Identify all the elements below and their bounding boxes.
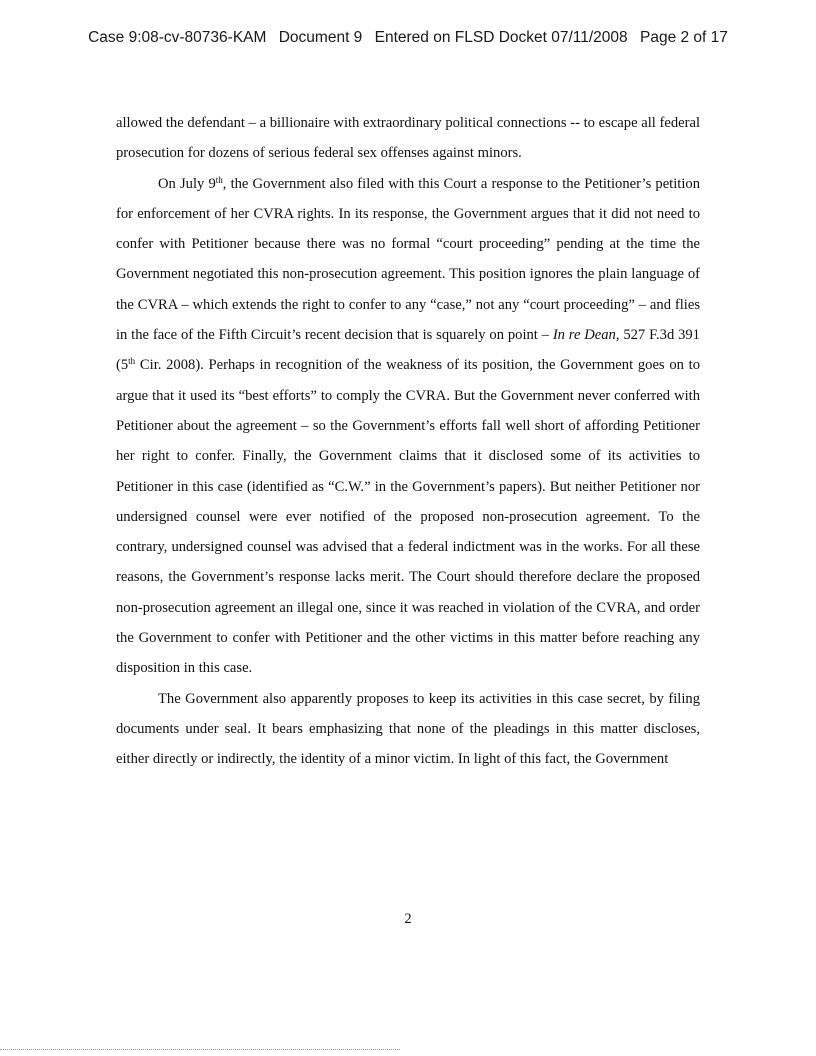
page-count: Page 2 of 17: [639, 29, 728, 46]
paragraph-2-text-c: , 527 F.3d 391 (5: [116, 327, 700, 374]
docket-header: [0, 29, 816, 47]
case-number: Case 9:08-cv-80736-KAM: [88, 29, 267, 46]
paragraph-3: The Government also apparently proposes to keep its activities in this case secret, by filing documents under seal. It bears emphasizing that none of the pleadings in this matter discloses, either directly or indirectly, the identity of a minor victim. In light of this fact, the Government: [116, 690, 700, 768]
circuit-superscript: th: [128, 356, 136, 367]
paragraph-2: [116, 169, 700, 684]
paragraph-1: allowed the defendant – a billionaire with extraordinary political connections -- to escape all federal prosecution for dozens of serious federal sex offenses against minors.: [116, 115, 700, 162]
scan-edge-line: [0, 1049, 400, 1050]
case-citation-name: In re Dean: [552, 327, 616, 344]
document-number: Document 9: [278, 29, 363, 46]
document-body: [116, 108, 700, 775]
paragraph-2-text-a: On July 9: [158, 175, 216, 192]
docket-entry-date: Entered on FLSD Docket 07/11/2008: [374, 29, 628, 46]
ordinal-superscript: th: [215, 174, 223, 185]
paragraph-2-text-b: , the Government also filed with this Court a response to the Petitioner’s petition for enforcement of her CVRA rights. In its response, the Government argues that it did not need to confer with Petitioner because there was no formal “court proceeding” pending at the time the Government negotiated this non-prosecution agreement. This position ignores the plain language of the CVRA – which extends the right to confer to any “case,” not any “court proceeding” – and flies in the face of the Fifth Circuit’s recent decision that is squarely on point –: [116, 175, 700, 344]
paragraph-2-text-d: Cir. 2008). Perhaps in recognition of the weakness of its position, the Government goes on to argue that it used its “best efforts” to comply the CVRA. But the Government never conferred with Petitioner about the agreement – so the Government’s efforts fall well short of affording Petitioner her right to confer. Finally, the Government claims that it disclosed some of its activities to Petitioner in this case (identified as “C.W.” in the Government’s papers). But neither Petitioner nor undersigned counsel were ever notified of the proposed non-prosecution agreement. To the contrary, undersigned counsel was advised that a federal indictment was in the works. For all these reasons, the Government’s response lacks merit. The Court should therefore declare the proposed non-prosecution agreement an illegal one, since it was reached in violation of the CVRA, and order the Government to confer with Petitioner and the other victims in this matter before reaching any disposition in this case.: [116, 357, 700, 677]
page-number: 2: [404, 911, 412, 927]
